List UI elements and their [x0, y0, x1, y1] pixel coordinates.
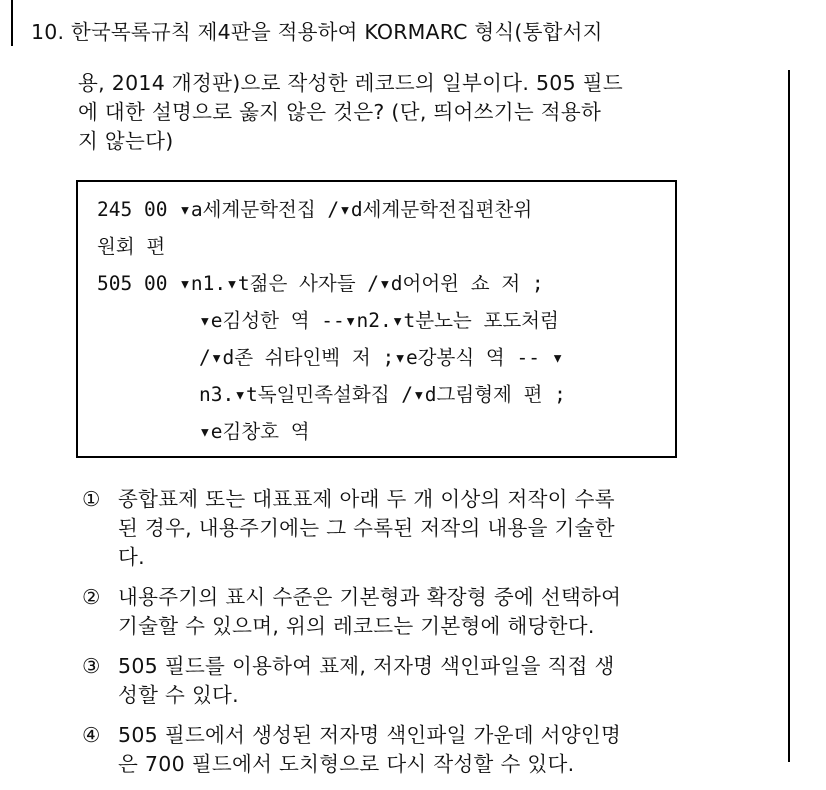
option-text-line: 505 필드를 이용하여 표제, 저자명 색인파일을 직접 생	[118, 654, 615, 678]
stem-line: 에 대한 설명으로 옳지 않은 것은? (단, 띄어쓰기는 적용하	[78, 100, 602, 124]
option-text-line: 된 경우, 내용주기에는 그 수록된 저작의 내용을 기술한	[118, 516, 615, 540]
record-line-245-cont: 원회 편	[97, 235, 166, 258]
stem-line: 용, 2014 개정판)으로 작성한 레코드의 일부이다. 505 필드	[78, 71, 623, 95]
option-text-line: 505 필드에서 생성된 저자명 색인파일 가운데 서양인명	[118, 723, 622, 747]
question-stem	[78, 69, 623, 156]
question-title: 10. 한국목록규칙 제4판을 적용하여 KORMARC 형식(통합서지	[31, 20, 603, 44]
marc-record-box	[76, 180, 677, 458]
option-4[interactable]	[82, 721, 782, 779]
option-1[interactable]	[82, 485, 782, 572]
left-margin-rule	[11, 0, 13, 46]
option-marker: ④	[82, 723, 101, 747]
record-line-245: 245 00 ▾a세계문학전집 /▾d세계문학전집편찬위	[97, 198, 533, 221]
answer-options	[82, 485, 782, 790]
option-text-line: 성할 수 있다.	[118, 683, 239, 707]
record-line-505-cont: /▾d존 쉬타인벡 저 ;▾e강봉식 역 -- ▾	[199, 346, 564, 369]
record-line-505-cont: ▾e김성한 역 --▾n2.▾t분노는 포도처럼	[199, 309, 559, 332]
option-2[interactable]	[82, 583, 782, 641]
option-marker: ③	[82, 654, 101, 678]
record-line-505-cont: ▾e김창호 역	[199, 420, 310, 443]
option-text-line: 기술할 수 있으며, 위의 레코드는 기본형에 해당한다.	[118, 614, 595, 638]
option-text-line: 다.	[118, 545, 145, 569]
right-margin-rule	[788, 70, 790, 762]
record-line-505: 505 00 ▾n1.▾t젊은 사자들 /▾d어어윈 쇼 저 ;	[97, 272, 544, 295]
stem-line: 지 않는다)	[78, 129, 174, 153]
option-text-line: 종합표제 또는 대표표제 아래 두 개 이상의 저작이 수록	[118, 487, 615, 511]
option-text-line: 은 700 필드에서 도치형으로 다시 작성할 수 있다.	[118, 752, 575, 776]
option-text-line: 내용주기의 표시 수준은 기본형과 확장형 중에 선택하여	[118, 585, 622, 609]
option-marker: ②	[82, 585, 101, 609]
option-3[interactable]	[82, 652, 782, 710]
option-marker: ①	[82, 487, 101, 511]
record-line-505-cont: n3.▾t독일민족설화집 /▾d그림형제 편 ;	[199, 383, 566, 406]
